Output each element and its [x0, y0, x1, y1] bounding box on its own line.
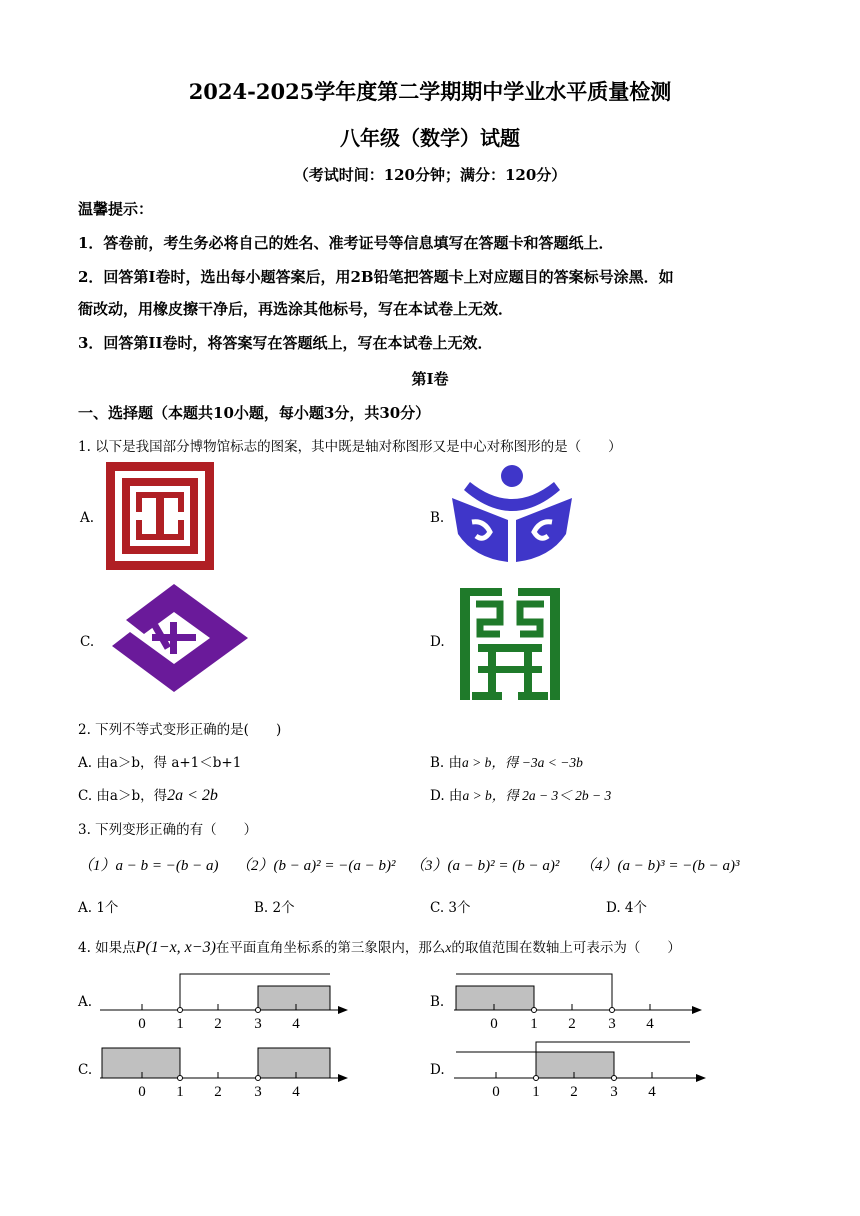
tick-label: 4: [292, 1084, 300, 1100]
number-line-a[interactable]: [98, 968, 350, 1032]
tick-label: 2: [214, 1016, 222, 1032]
q4-label-b: B.: [430, 994, 445, 1010]
tick-label: 1: [176, 1084, 184, 1100]
q2-option-b-math: a > b，得 −3a < −3b: [462, 755, 583, 770]
q2-option-a[interactable]: A. 由a＞b，得 a+1＜b+1: [78, 755, 242, 771]
museum-logo-d: [456, 582, 564, 702]
museum-logo-b: [450, 462, 574, 566]
tip-item-2-cont: 衙改动，用橡皮擦干净后，再选涂其他标号，写在本试卷上无效．: [78, 300, 514, 318]
q2-option-d-prefix: D. 由: [430, 788, 463, 804]
tick-label: 3: [610, 1084, 618, 1100]
tips-heading: 温馨提示：: [78, 200, 154, 218]
part-heading: 一、选择题（本题共10小题，每小题3分，共30分）: [78, 404, 431, 422]
museum-logo-c: [104, 580, 256, 696]
tick-label: 4: [648, 1084, 656, 1100]
q4-label-c: C.: [78, 1062, 93, 1078]
q1-label-d: D.: [430, 634, 445, 650]
q3-option-d[interactable]: D. 4个: [606, 900, 648, 916]
exam-title: 2024-2025学年度第二学期期中学业水平质量检测: [188, 79, 672, 104]
q4-stem-pre: 4. 如果点: [78, 940, 136, 956]
q4-stem: [78, 936, 681, 957]
tip-item-2: 2．回答第I卷时，选出每小题答案后，用2B铅笔把答题卡上对应题目的答案标号涂黑．如: [78, 268, 674, 286]
section-label: 第I卷: [411, 370, 449, 388]
q1-label-b: B.: [430, 510, 445, 526]
tick-label: 4: [646, 1016, 654, 1032]
q4-stem-mid: 在平面直角坐标系的第三象限内，那么: [215, 940, 446, 956]
q1-stem: 1. 以下是我国部分博物馆标志的图案，其中既是轴对称图形又是中心对称图形的是（ ）: [78, 439, 622, 455]
tip-item-1: 1．答卷前，考生务必将自己的姓名、准考证号等信息填写在答题卡和答题纸上．: [78, 234, 614, 252]
q2-option-b[interactable]: [430, 751, 583, 771]
q4-stem-point: P(1−x, x−3): [135, 939, 216, 956]
q1-label-c: C.: [80, 634, 95, 650]
tick-label: 3: [608, 1016, 616, 1032]
tick-label: 1: [530, 1016, 538, 1032]
exam-info: （考试时间：120分钟；满分：120分）: [293, 166, 567, 184]
tick-label: 0: [490, 1016, 498, 1032]
tick-label: 2: [570, 1084, 578, 1100]
q2-option-d[interactable]: [430, 784, 611, 804]
tick-label: 3: [254, 1084, 262, 1100]
q1-label-a: A.: [80, 510, 95, 526]
number-line-d[interactable]: [452, 1036, 708, 1100]
tick-label: 0: [492, 1084, 500, 1100]
q3-option-b[interactable]: B. 2个: [254, 900, 295, 916]
q2-option-b-prefix: B. 由: [430, 755, 463, 771]
q2-option-c-prefix: C. 由a＞b，得: [78, 788, 168, 804]
exam-subtitle: 八年级（数学）试题: [340, 126, 520, 150]
q4-label-a: A.: [78, 994, 93, 1010]
q4-stem-var: x: [445, 940, 452, 955]
q2-option-c[interactable]: [78, 784, 218, 805]
q3-item-2: （2）(b − a)² = −(a − b)²: [236, 858, 396, 874]
tick-label: 0: [138, 1016, 146, 1032]
q2-stem: 2. 下列不等式变形正确的是( ): [78, 722, 282, 738]
museum-logo-a: [106, 462, 214, 570]
tick-label: 1: [176, 1016, 184, 1032]
q3-option-c[interactable]: C. 3个: [430, 900, 471, 916]
tick-label: 0: [138, 1084, 146, 1100]
tick-label: 1: [532, 1084, 540, 1100]
q2-option-c-math: 2a < 2b: [167, 787, 218, 804]
tick-label: 3: [254, 1016, 262, 1032]
q3-item-1: （1）a − b = −(b − a): [78, 858, 219, 874]
q3-item-3: （3）(a − b)² = (b − a)²: [410, 858, 560, 874]
q2-option-d-math: a > b，得 2a − 3＜ 2b − 3: [462, 788, 612, 803]
tick-label: 2: [214, 1084, 222, 1100]
q3-stem: 3. 下列变形正确的有（ ）: [78, 822, 258, 838]
tick-label: 4: [292, 1016, 300, 1032]
q4-label-d: D.: [430, 1062, 445, 1078]
q3-item-4: （4）(a − b)³ = −(b − a)³: [580, 858, 740, 874]
tick-label: 2: [568, 1016, 576, 1032]
q4-stem-post: 的取值范围在数轴上可表示为（ ）: [451, 940, 681, 956]
number-line-c[interactable]: [98, 1036, 350, 1100]
number-line-b[interactable]: [452, 968, 704, 1032]
q3-option-a[interactable]: A. 1个: [78, 900, 119, 916]
tip-item-3: 3．回答第II卷时，将答案写在答题纸上，写在本试卷上无效．: [78, 334, 493, 352]
